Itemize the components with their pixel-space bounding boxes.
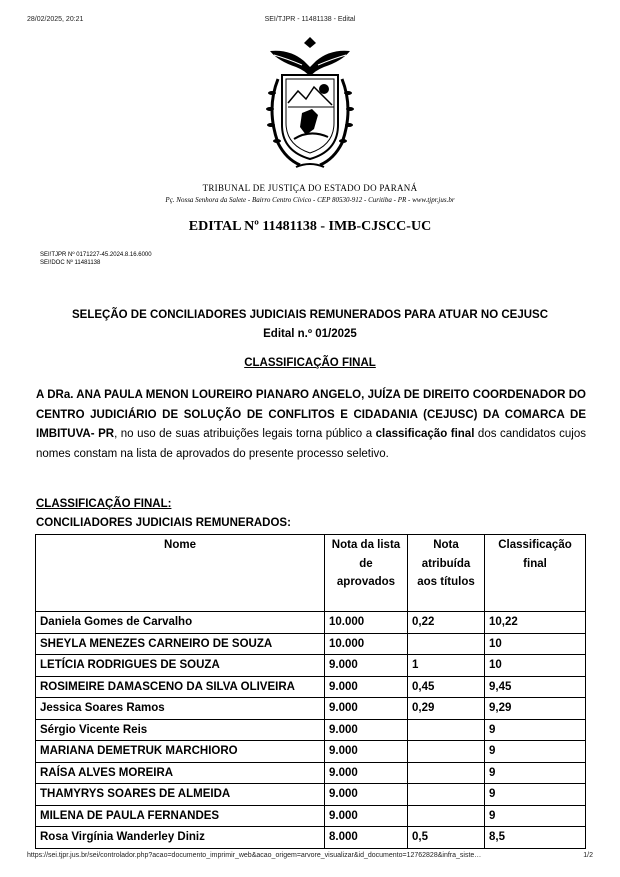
- cell-name: RAÍSA ALVES MOREIRA: [36, 762, 325, 784]
- title-line-1: SELEÇÃO DE CONCILIADORES JUDICIAIS REMUNERADOS PARA ATUAR NO CEJUSC: [71, 309, 548, 321]
- section-subheading: CONCILIADORES JUDICIAIS REMUNERADOS:: [36, 517, 291, 529]
- cell-list-score: 10.000: [325, 633, 408, 655]
- section-heading: CLASSIFICAÇÃO FINAL:: [36, 498, 172, 510]
- cell-title-score: 0,29: [408, 698, 485, 720]
- classification-table: [35, 534, 586, 849]
- table-row: [36, 805, 586, 827]
- cell-list-score: 9.000: [325, 676, 408, 698]
- intro-text-2: dos candidatos cujos nomes constam na lista de aprovados do presente processo seletivo.: [36, 428, 586, 460]
- cell-list-score: 9.000: [325, 784, 408, 806]
- court-name: TRIBUNAL DE JUSTIÇA DO ESTADO DO PARANÁ: [202, 183, 418, 193]
- cell-final: 9,45: [485, 676, 586, 698]
- col-header-name: Nome: [36, 535, 325, 612]
- cell-final: 9: [485, 784, 586, 806]
- intro-text-1: , no uso de suas atribuições legais torna público a: [114, 428, 376, 440]
- cell-name: SHEYLA MENEZES CARNEIRO DE SOUZA: [36, 633, 325, 655]
- cell-final: 10: [485, 633, 586, 655]
- cell-title-score: [408, 762, 485, 784]
- cell-name: MILENA DE PAULA FERNANDES: [36, 805, 325, 827]
- edital-number: EDITAL Nº 11481138 - IMB-CJSCC-UC: [188, 219, 432, 234]
- cell-final: 9: [485, 805, 586, 827]
- table-row: [36, 719, 586, 741]
- cell-title-score: [408, 741, 485, 763]
- table-row: [36, 741, 586, 763]
- cell-title-score: [408, 633, 485, 655]
- cell-list-score: 9.000: [325, 741, 408, 763]
- cell-final: 10: [485, 655, 586, 677]
- cell-list-score: 9.000: [325, 805, 408, 827]
- table-row: [36, 633, 586, 655]
- table-row: [36, 784, 586, 806]
- cell-list-score: 8.000: [325, 827, 408, 849]
- classification-title: CLASSIFICAÇÃO FINAL: [244, 357, 376, 369]
- intro-paragraph: [36, 386, 586, 464]
- cell-list-score: 9.000: [325, 655, 408, 677]
- print-title: SEI/TJPR - 11481138 - Edital: [264, 16, 356, 23]
- cell-name: Sérgio Vicente Reis: [36, 719, 325, 741]
- cell-final: 9,29: [485, 698, 586, 720]
- cell-final: 10,22: [485, 612, 586, 634]
- cell-title-score: [408, 805, 485, 827]
- sei-references: [40, 251, 152, 267]
- table-row: [36, 655, 586, 677]
- print-url: https://sei.tjpr.jus.br/sei/controlador.php?acao=documento_imprimir_web&acao_origem=arvore_visualizar&id_documento=12762828&infra_siste…: [27, 852, 482, 859]
- cell-title-score: 0,45: [408, 676, 485, 698]
- sei-process-number: SEI!TJPR Nº 0171227-45.2024.8.16.6000: [40, 252, 152, 258]
- cell-list-score: 9.000: [325, 698, 408, 720]
- table-row: [36, 698, 586, 720]
- table-row: [36, 762, 586, 784]
- col-header-title-score: Nota atribuída aos títulos: [408, 535, 485, 612]
- table-row: [36, 676, 586, 698]
- cell-list-score: 9.000: [325, 762, 408, 784]
- cell-title-score: [408, 784, 485, 806]
- page-number: 1/2: [583, 852, 593, 859]
- table-header-row: [36, 535, 586, 612]
- cell-final: 9: [485, 741, 586, 763]
- col-header-final: Classificação final: [485, 535, 586, 612]
- cell-list-score: 10.000: [325, 612, 408, 634]
- cell-title-score: 0,22: [408, 612, 485, 634]
- cell-title-score: 1: [408, 655, 485, 677]
- table-row: [36, 612, 586, 634]
- sei-doc-number: SEI!DOC Nº 11481138: [40, 260, 101, 266]
- cell-name: Jessica Soares Ramos: [36, 698, 325, 720]
- cell-final: 9: [485, 762, 586, 784]
- intro-bold-term: classificação final: [375, 428, 475, 440]
- col-header-list-score: Nota da lista de aprovados: [325, 535, 408, 612]
- document-title: [0, 306, 620, 344]
- parana-coat-of-arms-icon: [250, 33, 370, 183]
- cell-final: 8,5: [485, 827, 586, 849]
- cell-name: Rosa Virgínia Wanderley Diniz: [36, 827, 325, 849]
- table-row: [36, 827, 586, 849]
- cell-name: THAMYRYS SOARES DE ALMEIDA: [36, 784, 325, 806]
- cell-name: LETÍCIA RODRIGUES DE SOUZA: [36, 655, 325, 677]
- print-datetime: 28/02/2025, 20:21: [27, 16, 84, 23]
- cell-name: Daniela Gomes de Carvalho: [36, 612, 325, 634]
- title-line-2: Edital n.º 01/2025: [263, 328, 357, 340]
- cell-name: ROSIMEIRE DAMASCENO DA SILVA OLIVEIRA: [36, 676, 325, 698]
- judge-intro: A DRa. ANA PAULA MENON LOUREIRO PIANARO ANGELO, JUÍZA DE DIREITO COORDENADOR DO CENTRO JUDICIÁRIO DE SOLUÇÃO DE CONFLITOS E CIDADANIA (CEJUSC) DA COMARCA DE IMBITUVA- PR: [36, 389, 586, 440]
- cell-name: MARIANA DEMETRUK MARCHIORO: [36, 741, 325, 763]
- cell-final: 9: [485, 719, 586, 741]
- cell-title-score: 0,5: [408, 827, 485, 849]
- court-address: Pç. Nossa Senhora da Salete - Bairro Centro Cívico - CEP 80530-912 - Curitiba - PR - www.tjpr.jus.br: [165, 196, 455, 204]
- cell-title-score: [408, 719, 485, 741]
- cell-list-score: 9.000: [325, 719, 408, 741]
